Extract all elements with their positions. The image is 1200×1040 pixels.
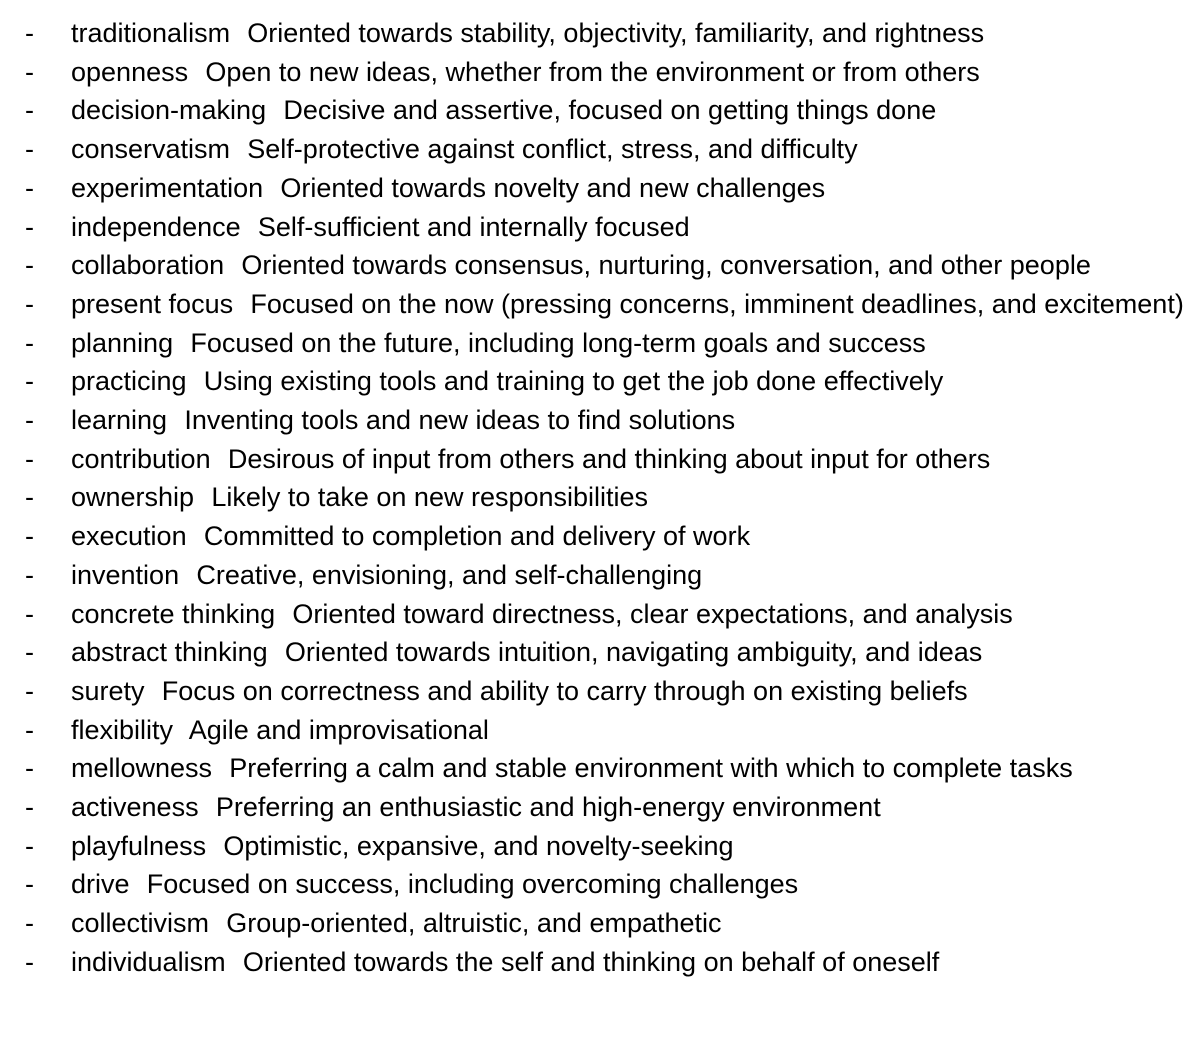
trait-description: Oriented towards the self and thinking on behalf of oneself: [242, 946, 940, 977]
bullet-dash: -: [25, 792, 34, 823]
list-item: [0, 595, 1200, 634]
bullet-dash: -: [25, 675, 34, 706]
trait-term: present focus: [71, 288, 234, 319]
trait-term: traditionalism: [71, 18, 231, 48]
list-item: [0, 788, 1200, 827]
list-item: [0, 208, 1200, 247]
bullet-dash: -: [25, 869, 34, 900]
trait-term: experimentation: [71, 172, 264, 203]
bullet-dash: -: [25, 637, 34, 668]
list-item: [0, 749, 1200, 788]
trait-list: [0, 14, 1200, 982]
trait-term: independence: [71, 211, 241, 242]
bullet-dash: -: [25, 327, 34, 358]
list-item: [0, 478, 1200, 517]
trait-description: Group-oriented, altruistic, and empathetic: [226, 908, 722, 939]
list-item: [0, 324, 1200, 363]
trait-term: openness: [71, 56, 189, 87]
trait-term: drive: [71, 869, 130, 900]
list-item: [0, 169, 1200, 208]
trait-description: Oriented towards novelty and new challenges: [280, 172, 826, 203]
bullet-dash: -: [25, 405, 34, 436]
trait-description: Preferring a calm and stable environment with which to complete tasks: [229, 753, 1073, 784]
trait-term: decision-making: [71, 95, 267, 126]
trait-description: Inventing tools and new ideas to find solutions: [184, 405, 736, 436]
trait-description: Focus on correctness and ability to carry through on existing beliefs: [161, 675, 968, 706]
trait-term: flexibility: [71, 714, 174, 745]
bullet-dash: -: [25, 95, 34, 126]
trait-term: abstract thinking: [71, 637, 268, 668]
trait-term: surety: [71, 675, 145, 706]
trait-description: Desirous of input from others and thinking about input for others: [227, 443, 991, 474]
list-item: [0, 440, 1200, 479]
bullet-dash: -: [25, 288, 34, 319]
list-item: [0, 633, 1200, 672]
list-item: [0, 672, 1200, 711]
trait-description: Focused on the future, including long-term goals and success: [190, 327, 926, 358]
trait-term: playfulness: [71, 830, 207, 861]
trait-term: mellowness: [71, 753, 213, 784]
list-item: [0, 904, 1200, 943]
trait-description: Oriented towards consensus, nurturing, conversation, and other people: [241, 250, 1091, 281]
trait-description: Decisive and assertive, focused on getting things done: [283, 95, 937, 126]
bullet-dash: -: [25, 134, 34, 165]
trait-term: invention: [71, 559, 180, 590]
bullet-dash: -: [25, 366, 34, 397]
list-item: [0, 130, 1200, 169]
trait-term: collectivism: [71, 908, 210, 939]
trait-description: Focused on success, including overcoming challenges: [146, 869, 799, 900]
trait-description: Optimistic, expansive, and novelty-seeking: [223, 830, 734, 861]
trait-description: Oriented towards stability, objectivity, familiarity, and rightness: [247, 18, 985, 48]
list-item: [0, 517, 1200, 556]
list-item: [0, 53, 1200, 92]
trait-term: contribution: [71, 443, 211, 474]
bullet-dash: -: [25, 714, 34, 745]
bullet-dash: -: [25, 56, 34, 87]
bullet-dash: -: [25, 250, 34, 281]
list-item: [0, 711, 1200, 750]
trait-term: practicing: [71, 366, 187, 397]
trait-term: planning: [71, 327, 174, 358]
trait-description: Open to new ideas, whether from the environment or from others: [205, 56, 980, 87]
bullet-dash: -: [25, 946, 34, 977]
bullet-dash: -: [25, 482, 34, 513]
trait-description: Using existing tools and training to get the job done effectively: [203, 366, 944, 397]
list-item: [0, 91, 1200, 130]
trait-description: Self-protective against conflict, stress, and difficulty: [247, 134, 858, 165]
trait-term: activeness: [71, 792, 199, 823]
trait-term: individualism: [71, 946, 226, 977]
list-item: [0, 865, 1200, 904]
bullet-dash: -: [25, 559, 34, 590]
trait-description: Creative, envisioning, and self-challenging: [196, 559, 703, 590]
trait-description: Oriented toward directness, clear expectations, and analysis: [292, 598, 1013, 629]
list-item: [0, 285, 1200, 324]
bullet-dash: -: [25, 443, 34, 474]
document-body: [0, 14, 1200, 982]
trait-term: ownership: [71, 482, 195, 513]
list-item: [0, 556, 1200, 595]
list-item: [0, 827, 1200, 866]
trait-description: Committed to completion and delivery of work: [203, 521, 751, 552]
list-item: [0, 362, 1200, 401]
trait-description: Self-sufficient and internally focused: [257, 211, 690, 242]
trait-description: Likely to take on new responsibilities: [211, 482, 649, 513]
trait-term: concrete thinking: [71, 598, 276, 629]
trait-description: Oriented towards intuition, navigating ambiguity, and ideas: [284, 637, 983, 668]
trait-term: execution: [71, 521, 187, 552]
list-item: [0, 401, 1200, 440]
trait-term: conservatism: [71, 134, 231, 165]
trait-term: learning: [71, 405, 168, 436]
list-item: [0, 246, 1200, 285]
bullet-dash: -: [25, 521, 34, 552]
trait-description: Preferring an enthusiastic and high-energy environment: [215, 792, 881, 823]
bullet-dash: -: [25, 830, 34, 861]
trait-description: Agile and improvisational: [188, 714, 489, 745]
trait-description: Focused on the now (pressing concerns, imminent deadlines, and excitement): [250, 288, 1184, 319]
bullet-dash: -: [25, 172, 34, 203]
bullet-dash: -: [25, 598, 34, 629]
list-item: [0, 14, 1200, 53]
trait-term: collaboration: [71, 250, 225, 281]
bullet-dash: -: [25, 908, 34, 939]
bullet-dash: -: [25, 753, 34, 784]
list-item: [0, 943, 1200, 982]
bullet-dash: -: [25, 211, 34, 242]
bullet-dash: -: [25, 18, 34, 48]
